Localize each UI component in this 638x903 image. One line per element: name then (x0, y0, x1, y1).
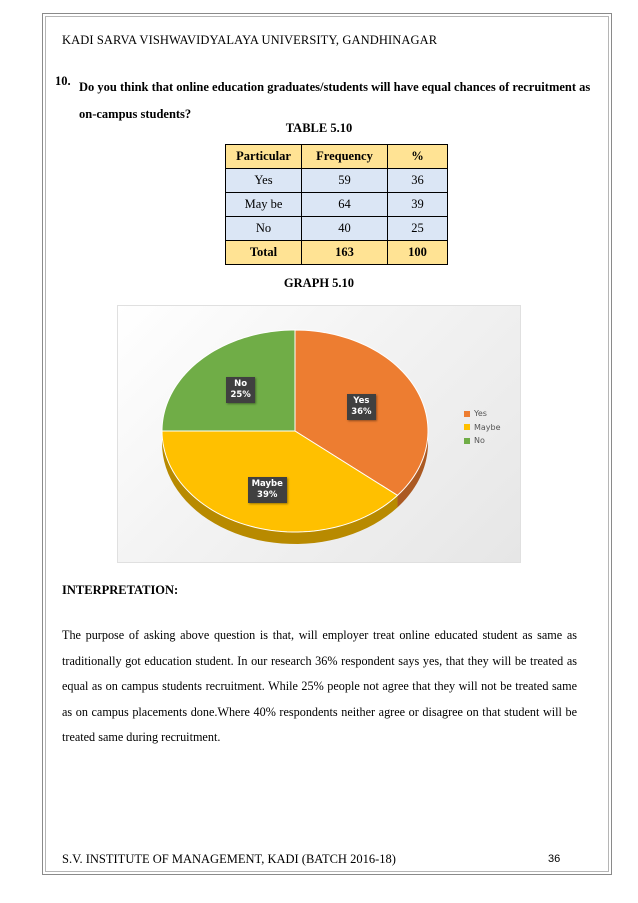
legend-item-maybe (464, 421, 501, 434)
table-cell: May be (226, 193, 302, 217)
table-cell: 40 (302, 217, 388, 241)
table-cell: 64 (302, 193, 388, 217)
table-header-row (226, 145, 448, 169)
pie-chart-svg (118, 306, 520, 562)
legend-swatch (464, 424, 470, 430)
pie-data-label-maybe: Maybe 39% (248, 477, 287, 503)
table-row (226, 169, 448, 193)
pie-data-label-yes: Yes 36% (347, 394, 375, 420)
table-cell: 59 (302, 169, 388, 193)
page-number: 36 (548, 853, 561, 865)
table-header-cell: Frequency (302, 145, 388, 169)
table-total-cell: 100 (388, 241, 448, 265)
graph-title: GRAPH 5.10 (283, 276, 355, 290)
interpretation-paragraph (62, 623, 577, 751)
pie-data-label-no: No 25% (226, 377, 254, 403)
table-cell: 36 (388, 169, 448, 193)
table-total-cell: Total (226, 241, 302, 265)
frequency-table (225, 144, 448, 265)
legend-label: Maybe (474, 422, 501, 432)
question-text: Do you think that online education graduates/students will have equal chances of recruitment as on-campus students? (79, 80, 591, 121)
question-number: 10. (55, 74, 71, 88)
table-header-cell: Particular (226, 145, 302, 169)
chart-legend (464, 407, 501, 447)
legend-swatch (464, 411, 470, 417)
table-row (226, 193, 448, 217)
table-row (226, 217, 448, 241)
table-total-row (226, 241, 448, 265)
footer-institute: S.V. INSTITUTE OF MANAGEMENT, KADI (BATCH 2016-18) (62, 852, 396, 866)
pie-chart (117, 305, 521, 563)
legend-item-no (464, 434, 501, 447)
page-header: KADI SARVA VISHWAVIDYALAYA UNIVERSITY, GANDHINAGAR (62, 33, 438, 47)
table-cell: No (226, 217, 302, 241)
legend-item-yes (464, 407, 501, 420)
interpretation-text: The purpose of asking above question is that, will employer treat online educated student as same as traditionally got education student. In our research 36% respondent says yes, that they will be treated as equal as on campus students recruitment. While 25% people not agree that they will not be treated same as on campus placements done.Where 40% respondents neither agree or disagree on that student will be treated same during recruitment. (62, 628, 577, 745)
legend-swatch (464, 438, 470, 444)
table-cell: 39 (388, 193, 448, 217)
legend-label: No (474, 436, 485, 445)
table-cell: Yes (226, 169, 302, 193)
table-total-cell: 163 (302, 241, 388, 265)
table-title: TABLE 5.10 (285, 121, 353, 135)
interpretation-title: INTERPRETATION: (62, 583, 179, 597)
legend-label: Yes (474, 409, 487, 418)
table-header-cell: % (388, 145, 448, 169)
table-cell: 25 (388, 217, 448, 241)
